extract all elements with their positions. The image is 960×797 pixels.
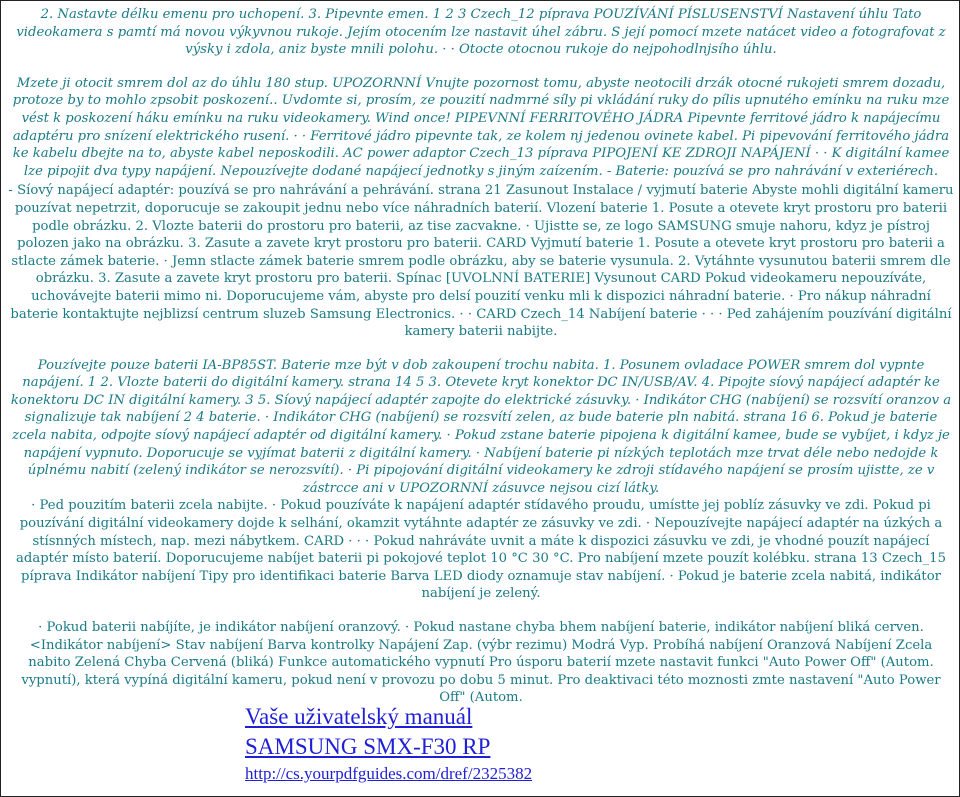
paragraph-4: Pouzívejte pouze baterii IA-BP85ST. Baterie mze být v dob zakoupení trochu nabita. 1. Posunem ovladace POWER smrem dol vypnte napájení. 1 2. Vlozte baterii do digitální kamery. strana 14 5 3. Otevete kryt konektor DC IN/USB/AV. 4. Pipojte síový napájecí adaptér ke konektoru DC IN digitální kamery. 3 5. Síový napájecí adaptér zapojte do elektrické zásuvky. · Indikátor CHG (nabíjení) se rozsvítí oranzov a signalizuje tak nabíjení 2 4 baterie. · Indikátor CHG (nabíjení) se rozsvítí zelen, az bude baterie pln nabitá. strana 16 6. Pokud je baterie zcela nabita, odpojte síový napájecí adaptér od digitální kamery. · Pokud zstane baterie pipojena k digitální kamee, bude se vybíjet, i kdyz je napájení vypnuto. Doporucuje se vyjímat baterii z digitální kamery. · Nabíjení baterie pi nízkých teplotách mze trvat déle nebo nedojde k úplnému nabití (zelený indikátor se nerozsvítí). · Pi pipojování digitální videokamery ke zdroji stídavého napájení se prosím ujistte, ze v zástrcce ani v UPOZORNNÍ zásuvce nejsou cizí látky. bbox=[10, 357, 952, 496]
paragraph-3: - Síový napájecí adaptér: pouzívá se pro nahrávání a pehrávání. strana 21 Zasunout Instalace / vyjmutí baterie Abyste mohli digitální kameru pouzívat nepetrzit, doporucuje se zakoupit jednu nebo více náhradních baterií. Vlození baterie 1. Posute a otevete kryt prostoru pro baterii podle obrázku. 2. Vlozte baterii do prostoru pro baterii, az tise zacvakne. · Ujistte se, ze logo SAMSUNG smuje nahoru, kdyz je pístroj polozen jako na obrázku. 3. Zasute a zavete kryt prostoru pro baterii. CARD Vyjmutí baterie 1. Posute a otevete kryt prostoru pro baterii a stlacte zámek baterie. · Jemn stlacte zámek baterie smrem podle obrázku, aby se baterie vysunula. 2. Vytáhnte vysunutou baterii smrem dle obrázku. 3. Zasute a zavete kryt prostoru pro baterii. Spínac [UVOLNNÍ BATERIE] Vysunout CARD Pokud videokameru nepouzíváte, uchovávejte baterii mimo ni. Doporucujeme vám, abyste pro delsí pouzití venku mli k dispozici náhradní baterie. · Pro nákup náhradní baterie kontaktujte nejblizsí centrum sluzeb Samsung Electronics. · · CARD Czech_14 Nabíjení baterie · · · Ped zahájením pouzívání digitální kamery baterii nabijte. bbox=[8, 183, 954, 340]
manual-model-link[interactable]: SAMSUNG SMX-F30 RP bbox=[245, 734, 491, 759]
paragraph-1: 2. Nastavte délku emenu pro uchopení. 3. Pipevnte emen. 1 2 3 Czech_12 píprava POUZÍVÁNÍ PÍSLUSENSTVÍ Nastavení úhlu Tato videokamera s pamtí má novou výkyvnou rukoje. Jejím otocením lze nastavit úhel zábru. S její pomocí mzete natácet video a fotografovat z výsky i zdola, aniz byste mnili polohu. · · Otocte otocnou rukoje do nejpohodlnjsího úhlu. bbox=[16, 7, 946, 58]
paragraph-2: Mzete ji otocit smrem dol az do úhlu 180 stup. UPOZORNNÍ Vnujte pozornost tomu, abyste neotocili drzák otocné rukojeti smrem dozadu, protoze by to mohlo zpsobit poskození.. Uvdomte si, prosím, ze pouzití nadmrné síly pi vkládání ruky do pílis upnutého emínku na ruku mze vést k poskození háku emínku na ruku videokamery. Wind once! PIPEVNNÍ FERRITOVÉHO JÁDRA Pipevnte ferritové jádro k napájecímu adaptéru pro snízení elektrického rusení. · · Ferritové jádro pipevnte tak, ze kolem nj jedenou ovinete kabel. Pi pipevování ferritového jádra ke kabelu dbejte na to, abyste kabel neposkodili. AC power adaptor Czech_13 píprava PIPOJENÍ KE ZDROJI NAPÁJENÍ · · K digitální kamee lze pipojit dva typy napájení. Nepouzívejte dodané napájecí jednotky s jiným zaízením. - Baterie: pouzívá se pro nahrávání v exteriérech. bbox=[12, 75, 950, 179]
paragraph-5: · Ped pouzitím baterii zcela nabijte. · Pokud pouzíváte k napájení adaptér stídavého proudu, umístte jej poblíz zásuvky ve zdi. Pokud pi pouzívání digitální videokamery dojde k selhání, okamzit vytáhnte adaptér ze zásuvky ve zdi. · Nepouzívejte napájecí adaptér na úzkých a stísnných místech, nap. mezi nábytkem. CARD · · · Pokud nahráváte uvnit a máte k dispozici zásuvku ve zdi, je vhodné pouzít napájecí adaptér místo baterií. Doporucujeme nabíjet baterii pi pokojové teplot 10 °C 30 °C. Pro nabíjení mzete pouzít kolébku. strana 13 Czech_15 píprava Indikátor nabíjení Tipy pro identifikaci baterie Barva LED diody oznamuje stav nabíjení. · Pokud je baterie zcela nabitá, indikátor nabíjení je zelený. bbox=[16, 498, 946, 602]
manual-url-link[interactable]: http://cs.yourpdfguides.com/dref/2325382 bbox=[245, 764, 533, 783]
paragraph-6: · Pokud baterii nabíjíte, je indikátor nabíjení oranzový. · Pokud nastane chyba bhem nabíjení baterie, indikátor nabíjení bliká cerven. <Indikátor nabíjení> Stav nabíjení Barva kontrolky Napájení Zap. (výbr rezimu) Modrá Vyp. Probíhá nabíjení Oranzová Nabíjení Zcela nabito Zelená Chyba Cervená (bliká) Funkce automatického vypnutí Pro úsporu baterií mzete nastavit funkci "Auto Power Off" (Autom. vypnutí), která vypíná digitální kameru, pokud není v provozu po dobu 5 minut. Pro deaktivaci této moznosti zmte nastavení "Auto Power Off" (Autom. bbox=[21, 620, 941, 706]
manual-title-link[interactable]: Vaše uživatelský manuál bbox=[245, 704, 473, 729]
manual-footer bbox=[245, 702, 532, 786]
manual-text bbox=[7, 6, 955, 707]
